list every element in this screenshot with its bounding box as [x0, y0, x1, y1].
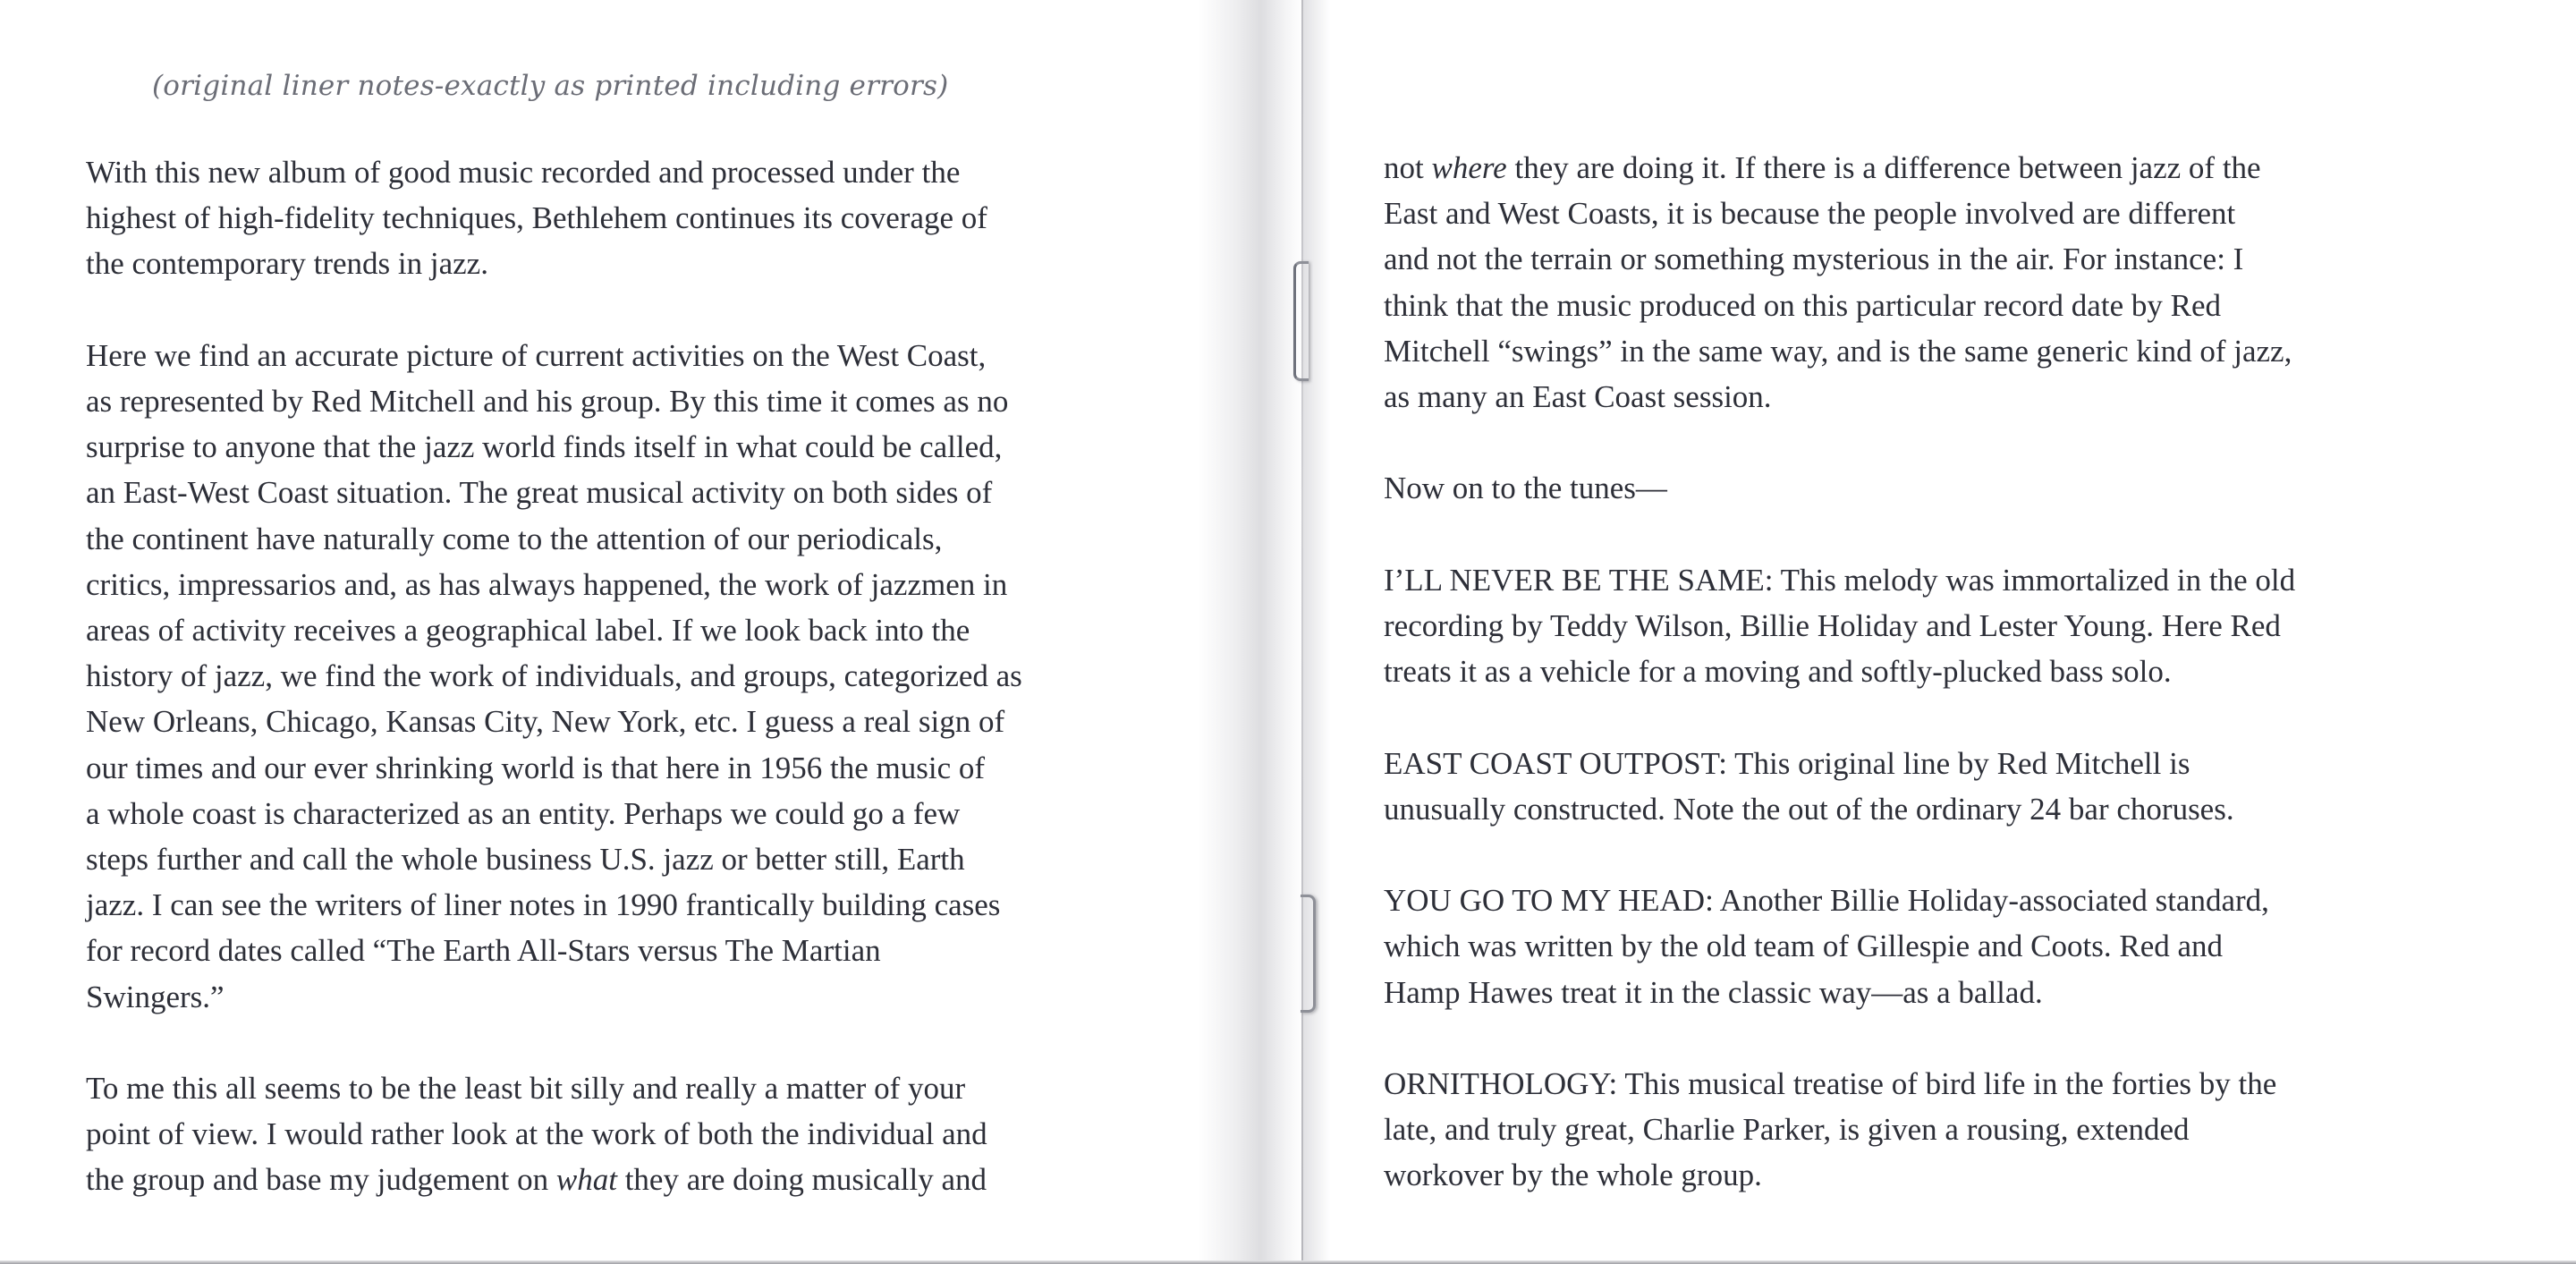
- left-page-text: [86, 149, 1240, 1249]
- text-line: late, and truly great, Charlie Parker, is given a rousing, extended: [1384, 1112, 2190, 1148]
- staple-icon: [1301, 895, 1316, 1013]
- text-line: Mitchell “swings” in the same way, and is the same generic kind of jazz,: [1384, 333, 2292, 369]
- text-line: as many an East Coast session.: [1384, 379, 1772, 415]
- text-line: YOU GO TO MY HEAD: Another Billie Holiday-associated standard,: [1384, 883, 2269, 919]
- text-line: an East-West Coast situation. The great musical activity on both sides of: [86, 475, 993, 511]
- text-line: steps further and call the whole business U.S. jazz or better still, Earth: [86, 842, 965, 878]
- text-line: critics, impressarios and, as has always happened, the work of jazzmen in: [86, 566, 1008, 602]
- text-line: jazz. I can see the writers of liner notes in 1990 frantically building cases: [86, 887, 1001, 923]
- text-line: the contemporary trends in jazz.: [86, 246, 488, 282]
- paragraph-west-coast: [86, 333, 1240, 1020]
- text-line: workover by the whole group.: [1384, 1158, 1762, 1193]
- text-line: Hamp Hawes treat it in the classic way—as a ballad.: [1384, 974, 2043, 1010]
- text-run: the group and base my judgement on: [86, 1162, 556, 1198]
- text-line: as represented by Red Mitchell and his group. By this time it comes as no: [86, 384, 1009, 419]
- text-line: for record dates called “The Earth All-Stars versus The Martian: [86, 933, 881, 969]
- text-line: [1384, 145, 2538, 191]
- text-line: Swingers.”: [86, 979, 225, 1014]
- text-line: think that the music produced on this particular record date by Red: [1384, 287, 2221, 323]
- tune-ill-never-be-the-same: [1384, 557, 2538, 695]
- text-line: New Orleans, Chicago, Kansas City, New York, etc. I guess a real sign of: [86, 704, 1005, 740]
- text-line: highest of high-fidelity techniques, Bethlehem continues its coverage of: [86, 200, 987, 236]
- text-line: point of view. I would rather look at the work of both the individual and: [86, 1116, 987, 1152]
- text-line: ORNITHOLOGY: This musical treatise of bird life in the forties by the: [1384, 1065, 2277, 1101]
- liner-notes-subtitle: (original liner notes-exactly as printed including errors): [152, 70, 949, 102]
- tune-ornithology: [1384, 1061, 2538, 1199]
- staple-icon: [1293, 261, 1309, 381]
- text-line: [86, 1157, 1240, 1202]
- emphasis-what: what: [555, 1162, 617, 1198]
- text-line: surprise to anyone that the jazz world finds itself in what could be called,: [86, 429, 1003, 465]
- text-line: areas of activity receives a geographical label. If we look back into the: [86, 613, 970, 649]
- fold-shadow-right: [1303, 0, 1330, 1264]
- tune-you-go-to-my-head: [1384, 878, 2538, 1015]
- text-line: recording by Teddy Wilson, Billie Holiday and Lester Young. Here Red: [1384, 608, 2281, 643]
- text-line: EAST COAST OUTPOST: This original line by Red Mitchell is: [1384, 745, 2190, 781]
- paragraph-intro: [86, 149, 1240, 287]
- text-run: they are doing musically and: [616, 1162, 987, 1198]
- text-line: treats it as a vehicle for a moving and softly-plucked bass solo.: [1384, 654, 2172, 690]
- text-line: I’LL NEVER BE THE SAME: This melody was immortalized in the old: [1384, 562, 2296, 598]
- text-run: they are doing it. If there is a difference between jazz of the: [1506, 150, 2261, 185]
- text-line: our times and our ever shrinking world is that here in 1956 the music of: [86, 750, 986, 785]
- right-page-text: [1384, 145, 2538, 1244]
- text-line: and not the terrain or something mysterious in the air. For instance: I: [1384, 242, 2244, 277]
- text-line: Here we find an accurate picture of current activities on the West Coast,: [86, 337, 987, 373]
- tune-east-coast-outpost: [1384, 741, 2538, 832]
- text-line: Now on to the tunes—: [1384, 471, 1667, 506]
- paragraph-point-of-view: [86, 1065, 1240, 1203]
- text-line: With this new album of good music recorded and processed under the: [86, 155, 961, 190]
- text-line: East and West Coasts, it is because the people involved are different: [1384, 196, 2236, 232]
- text-line: a whole coast is characterized as an entity. Perhaps we could go a few: [86, 795, 961, 831]
- text-line: To me this all seems to be the least bit silly and really a matter of your: [86, 1071, 966, 1107]
- paragraph-tunes-intro: [1384, 465, 2538, 511]
- text-line: history of jazz, we find the work of individuals, and groups, categorized as: [86, 658, 1022, 694]
- text-run: not: [1384, 150, 1432, 185]
- paragraph-continuation: [1384, 145, 2538, 420]
- emphasis-where: where: [1431, 150, 1507, 185]
- page-bottom-edge: [0, 1260, 2576, 1264]
- text-line: the continent have naturally come to the attention of our periodicals,: [86, 521, 943, 556]
- text-line: which was written by the old team of Gillespie and Coots. Red and: [1384, 929, 2224, 964]
- text-line: unusually constructed. Note the out of the ordinary 24 bar choruses.: [1384, 791, 2234, 827]
